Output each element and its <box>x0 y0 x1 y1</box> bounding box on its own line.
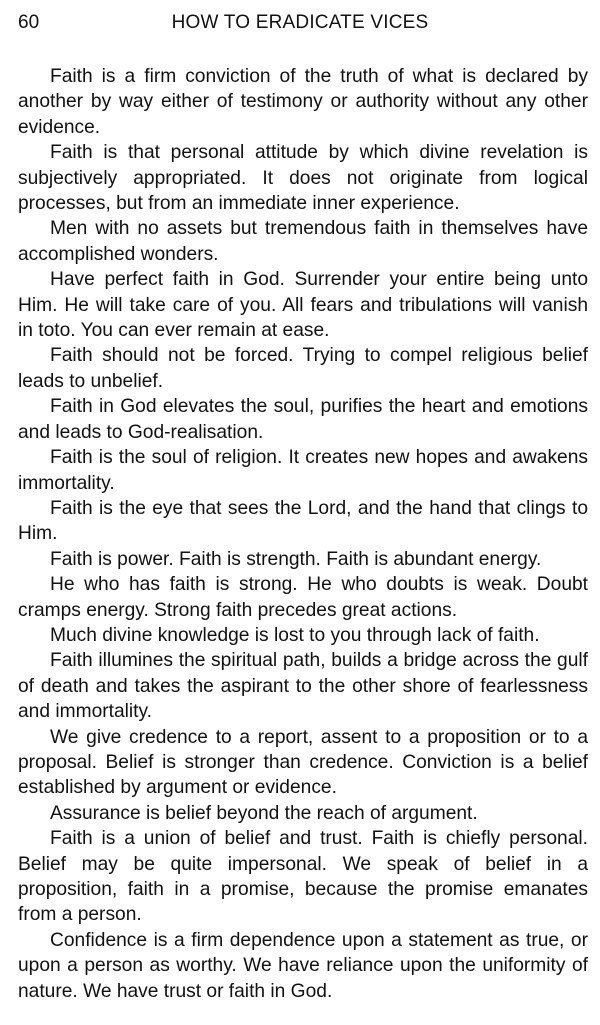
paragraph: Faith is a firm conviction of the truth of what is declared by another by way either of testimony or authority without any other evidence. <box>18 66 588 138</box>
running-title: HOW TO ERADICATE VICES <box>171 12 429 33</box>
paragraph: Assurance is belief beyond the reach of argument. <box>50 802 478 824</box>
paragraph: Faith is the soul of religion. It creates new hopes and awakens immortality. <box>18 447 588 494</box>
paragraph: Faith is the eye that sees the Lord, and the hand that clings to Him. <box>18 497 588 545</box>
page-number: 60 <box>18 12 40 33</box>
paragraph: Men with no assets but tremendous faith in themselves have accomplished wonders. <box>18 218 588 265</box>
paragraph: Much divine knowledge is lost to you through lack of faith. <box>50 624 540 646</box>
paragraph: Faith is power. Faith is strength. Faith is abundant energy. <box>50 548 542 570</box>
page-header <box>0 12 600 42</box>
paragraph: Faith in God elevates the soul, purifies the heart and emotions and leads to God-realisation. <box>18 396 588 443</box>
paragraph: Confidence is a firm dependence upon a statement as true, or upon a person as worthy. We have reliance upon the uniformity of nature. We have trust or faith in God. <box>18 929 588 1002</box>
paragraph: He who has faith is strong. He who doubts is weak. Doubt cramps energy. Strong faith precedes great actions. <box>18 574 588 621</box>
paragraph: Faith illumines the spiritual path, builds a bridge across the gulf of death and takes the aspirant to the other shore of fearlessness and immortality. <box>18 650 588 723</box>
page-body <box>18 64 588 1004</box>
paragraph: We give credence to a report, assent to a proposition or to a proposal. Belief is stronger than credence. Conviction is a belief established by argument or evidence. <box>18 726 588 799</box>
paragraph: Have perfect faith in God. Surrender your entire being unto Him. He will take care of you. All fears and tribulations will vanish in toto. You can ever remain at ease. <box>18 269 588 342</box>
paragraph: Faith is a union of belief and trust. Faith is chiefly personal. Belief may be quite impersonal. We speak of belief in a proposition, faith in a promise, because the promise emanates from a person. <box>18 828 588 926</box>
paragraph: Faith is that personal attitude by which divine revelation is subjectively appropriated. It does not originate from logical processes, but from an immediate inner experience. <box>18 142 588 215</box>
paragraph: Faith should not be forced. Trying to compel religious belief leads to unbelief. <box>18 345 588 392</box>
